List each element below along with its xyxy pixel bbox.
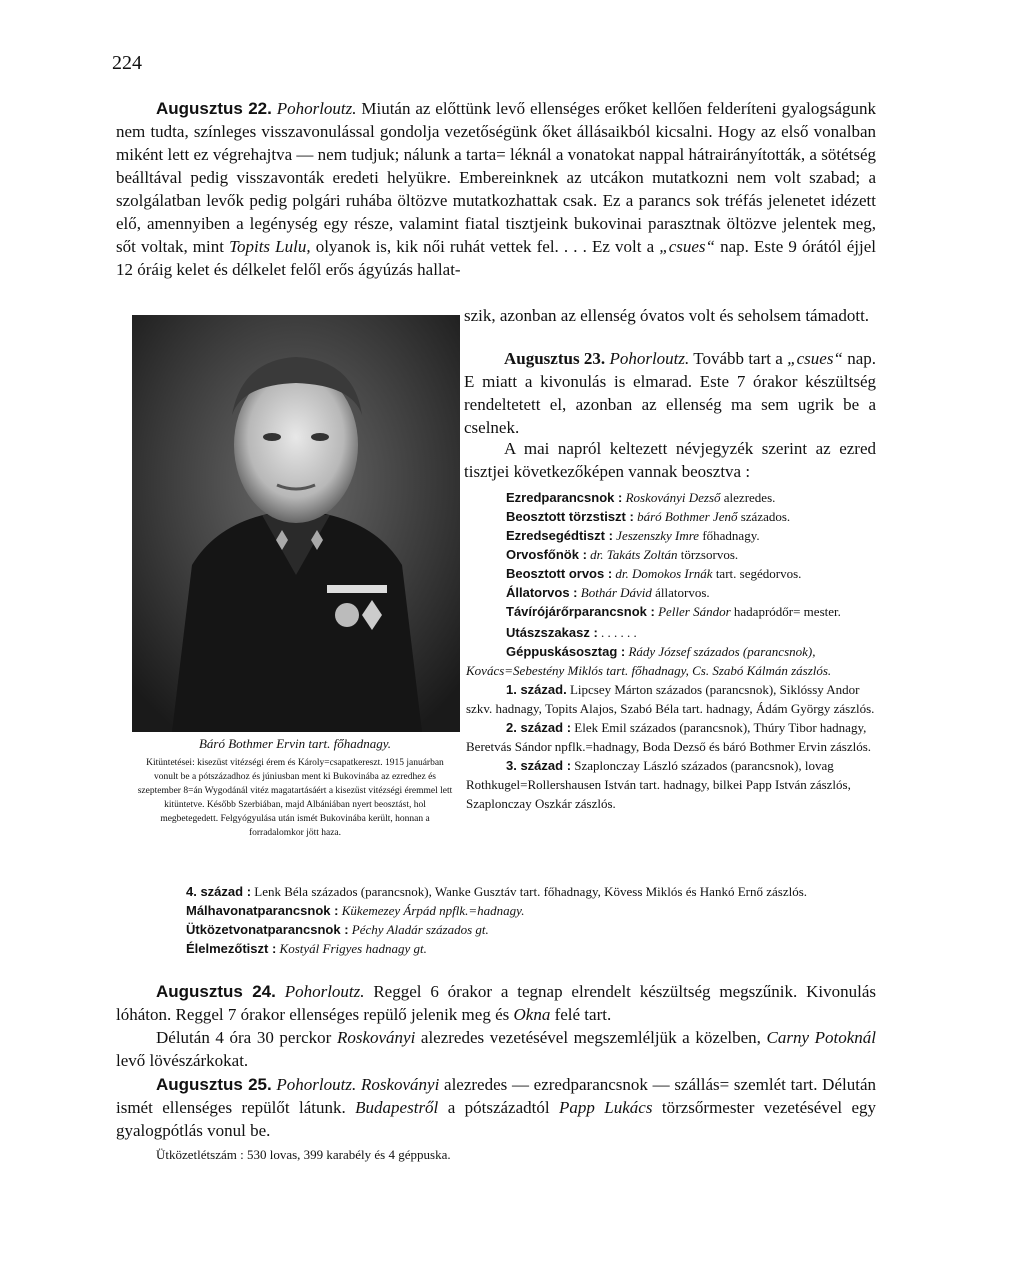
roster-dots: . . . . . . [601,625,637,640]
paragraph-text: felé tart. [554,1005,612,1024]
roster-item [466,488,876,507]
roster-item [466,526,876,545]
caption-title: Báró Bothmer Ervin tart. főhadnagy. [198,736,392,751]
roster-item [116,920,876,939]
roster-text: Kostyál Frigyes hadnagy gt. [279,941,427,956]
place-name: Pohorloutz. [284,982,365,1001]
company-text: Lenk Béla százados (parancsnok), Wanke Gusztáv tart. főhadnagy, Kövess Miklós és Hankó Ernő zászlós. [254,884,808,899]
roster-name: Jeszenszky Imre [616,528,700,543]
paragraph-text: alezredes — ezredparancsnok — szállás= szemlét tart. Délután ismét ellenséges repülőt látunk. [116,1075,876,1117]
roster-item [466,507,876,526]
paragraph-aug-24 [116,980,876,1026]
date-label: Augusztus 23. [504,349,606,368]
roster-text: Rády József százados (parancsnok), Kovács=Sebestény Miklós tart. főhadnagy, Cs. Szabó Kálmán zászlós. [466,644,832,678]
roster-text: Péchy Aladár százados gt. [351,922,489,937]
roster-rank: hadapródőr= mester. [733,604,841,619]
roster-rank: főhadnagy. [702,528,760,543]
date-label: Augusztus 22. [156,99,272,118]
roster-rank: tart. segédorvos. [715,566,802,581]
paragraph-aug-25 [116,1073,876,1142]
paragraph-text: olyanok is, kik női ruhát vettek fel. . . . Ez volt a [315,237,655,256]
paragraph-text: nap. E miatt a kivonulás is elmarad. Este 7 órakor készültség rendeltetett el, azonban az ellenség ma sem ugrik be a cselnek. [464,349,876,437]
roster-item [466,642,876,680]
italic-word: „csues“ [787,349,843,368]
roster-name: dr. Domokos Irnák [615,566,713,581]
paragraph-text: levő lövészárkokat. [116,1051,249,1070]
roster-item [466,545,876,564]
roster-role: Ezredsegédtiszt : [506,528,613,543]
roster-role: Beosztott orvos : [506,566,613,581]
paragraph-text: Reggel 6 órakor a tegnap elrendelt készültség megszűnik. Kivonulás lóháton. Reggel 7 órakor ellenséges repülő jelenik meg és [116,982,877,1024]
roster-rank: alezredes. [723,490,776,505]
paragraph-text: a pótszázadtól [447,1098,550,1117]
roster-item [466,623,876,642]
company-text: Elek Emil százados (parancsnok), Thúry Tibor hadnagy, Beretvás Sándor npflk.=hadnagy, Boda Dezső és báró Bothmer Ervin zászlós. [466,720,872,754]
roster-rank: százados. [740,509,791,524]
paragraph-aug-22 [116,97,876,281]
place-name: Pohorloutz. [276,99,357,118]
combat-strength [116,1145,876,1164]
place-name: Pohorloutz. [276,1075,357,1094]
roster-continued [116,882,876,958]
roster-role: Utászszakasz : [506,625,598,640]
company-number: 2. század : [506,720,572,735]
italic-word: Okna [513,1005,551,1024]
page-number: 224 [112,52,142,74]
roster-role: Állatorvos : [506,585,578,600]
paragraph-text: A mai napról keltezett névjegyzék szerint az ezred tisztjei következőképen vannak beosztva : [464,439,876,481]
roster-role: Málhavonatparancsnok : [186,903,339,918]
company-text: Szaplonczay László százados (parancsnok), lovag Rothkugel=Rollershausen István tart. hadnagy, bilkei Papp István zászlós, Szaplonczay Oszkár zászlós. [466,758,851,811]
officer-roster [466,488,876,813]
roster-role: Orvosfőnök : [506,547,587,562]
photo-caption [136,736,454,840]
roster-role: Beosztott törzstiszt : [506,509,634,524]
roster-name: báró Bothmer Jenő [637,509,738,524]
italic-word: Budapestről [355,1098,439,1117]
roster-rank: állatorvos. [655,585,710,600]
roster-item [466,756,876,813]
roster-role: Ütközetvonatparancsnok : [186,922,349,937]
roster-role: Géppuskásosztag : [506,644,626,659]
roster-role: Élelmezőtiszt : [186,941,277,956]
caption-body: Kitüntetései: kisezüst vitézségi érem és Károly=csapatkereszt. 1915 januárban vonult be a pótszázadhoz és júniusban ment ki Bukovinába az ezredhez és szeptember 8=án Wygodánál vitéz magatartásáért a kisezüst vitézségi éremmel lett kitüntetve. Később Szerbiában, majd Albániában nyert beosztást, hol megbetegedett. Felgyógyulása után ismét Bukovinába került, honnan a forradalomkor jött haza. [137,758,453,838]
paragraph-aug-23 [464,347,876,439]
roster-rank: törzsorvos. [680,547,739,562]
paragraph-text: nap. Este 9 órától éjjel 12 óráig kelet és délkelet felől erős ágyúzás hallat- [116,237,876,279]
company-number: 1. század. [506,682,567,697]
roster-name: Roskoványi Dezső [625,490,721,505]
roster-name: dr. Takáts Zoltán [590,547,678,562]
place-name: Pohorloutz. [609,349,690,368]
portrait-image [132,315,460,732]
roster-item [466,583,876,602]
company-text: Lipcsey Márton százados (parancsnok), Siklóssy Andor szkv. hadnagy, Topits Alajos, Szabó Béla tart. hadnagy, Ádám György zászlós. [466,682,875,716]
roster-item [116,882,876,901]
roster-item [466,680,876,718]
paragraph-text: alezredes vezetésével megszemléljük a közelben, [420,1028,761,1047]
paragraph-text: törzsőrmester vezetésével egy gyalogpótlás vonul be. [116,1098,877,1140]
italic-word: Roskoványi [360,1075,440,1094]
roster-item [466,718,876,756]
roster-item [466,602,876,621]
combat-strength-text: Ütközetlétszám : 530 lovas, 399 karabély és 4 géppuska. [156,1147,451,1162]
roster-role: Távírójárőrparancsnok : [506,604,655,619]
paragraph-text: Délután 4 óra 30 perckor [156,1028,332,1047]
roster-role: Ezredparancsnok : [506,490,623,505]
paragraph-continuation: szik, azonban az ellenség óvatos volt és seholsem támadott. [464,306,870,325]
roster-text: Kükemezey Árpád npflk.=hadnagy. [341,903,525,918]
italic-word: Papp Lukács [559,1098,653,1117]
paragraph-roster-intro [464,437,876,483]
italic-word: „csues“ [659,237,715,256]
paragraph-afternoon [116,1026,876,1072]
italic-word: Roskoványi [336,1028,416,1047]
italic-name: Topits Lulu, [229,237,311,256]
roster-item [116,939,876,958]
date-label: Augusztus 24. [156,982,276,1001]
roster-item [466,564,876,583]
portrait-photo [132,315,460,732]
company-number: 4. század : [186,884,252,899]
roster-name: Peller Sándor [658,604,731,619]
italic-word: Carny Potoknál [766,1028,877,1047]
company-number: 3. század : [506,758,572,773]
paragraph-text: Tovább tart a [693,349,783,368]
date-label: Augusztus 25. [156,1075,272,1094]
paragraph-text: Miután az előttünk levő ellenséges erőket kellően felderíteni gyalogságunk nem tudta, színleges visszavonulással gondolja vezetőségünk őket állásaikból kicsalni. Hogy az első vonalban miként lett ez végrehajtva — nem tudjuk; nálunk a tarta= léknál a vonatokat nappal hátrairányították, a sötétség beálltával pedig visszavonták eredeti helyükre. Embereinknek az utcákon mutatkozni nem volt szabad; a szolgálatban levők pedig polgári ruhába öltözve mutatkozhattak csak. Ez a parancs sok tréfás jelenetet idézett elő, amennyiben a legénység egy része, valamint fiatal tisztjeink bukovinai parasztnak öltözve jelentek meg, sőt voltak, mint [116,99,877,256]
roster-name: Bothár Dávid [580,585,652,600]
roster-item [116,901,876,920]
